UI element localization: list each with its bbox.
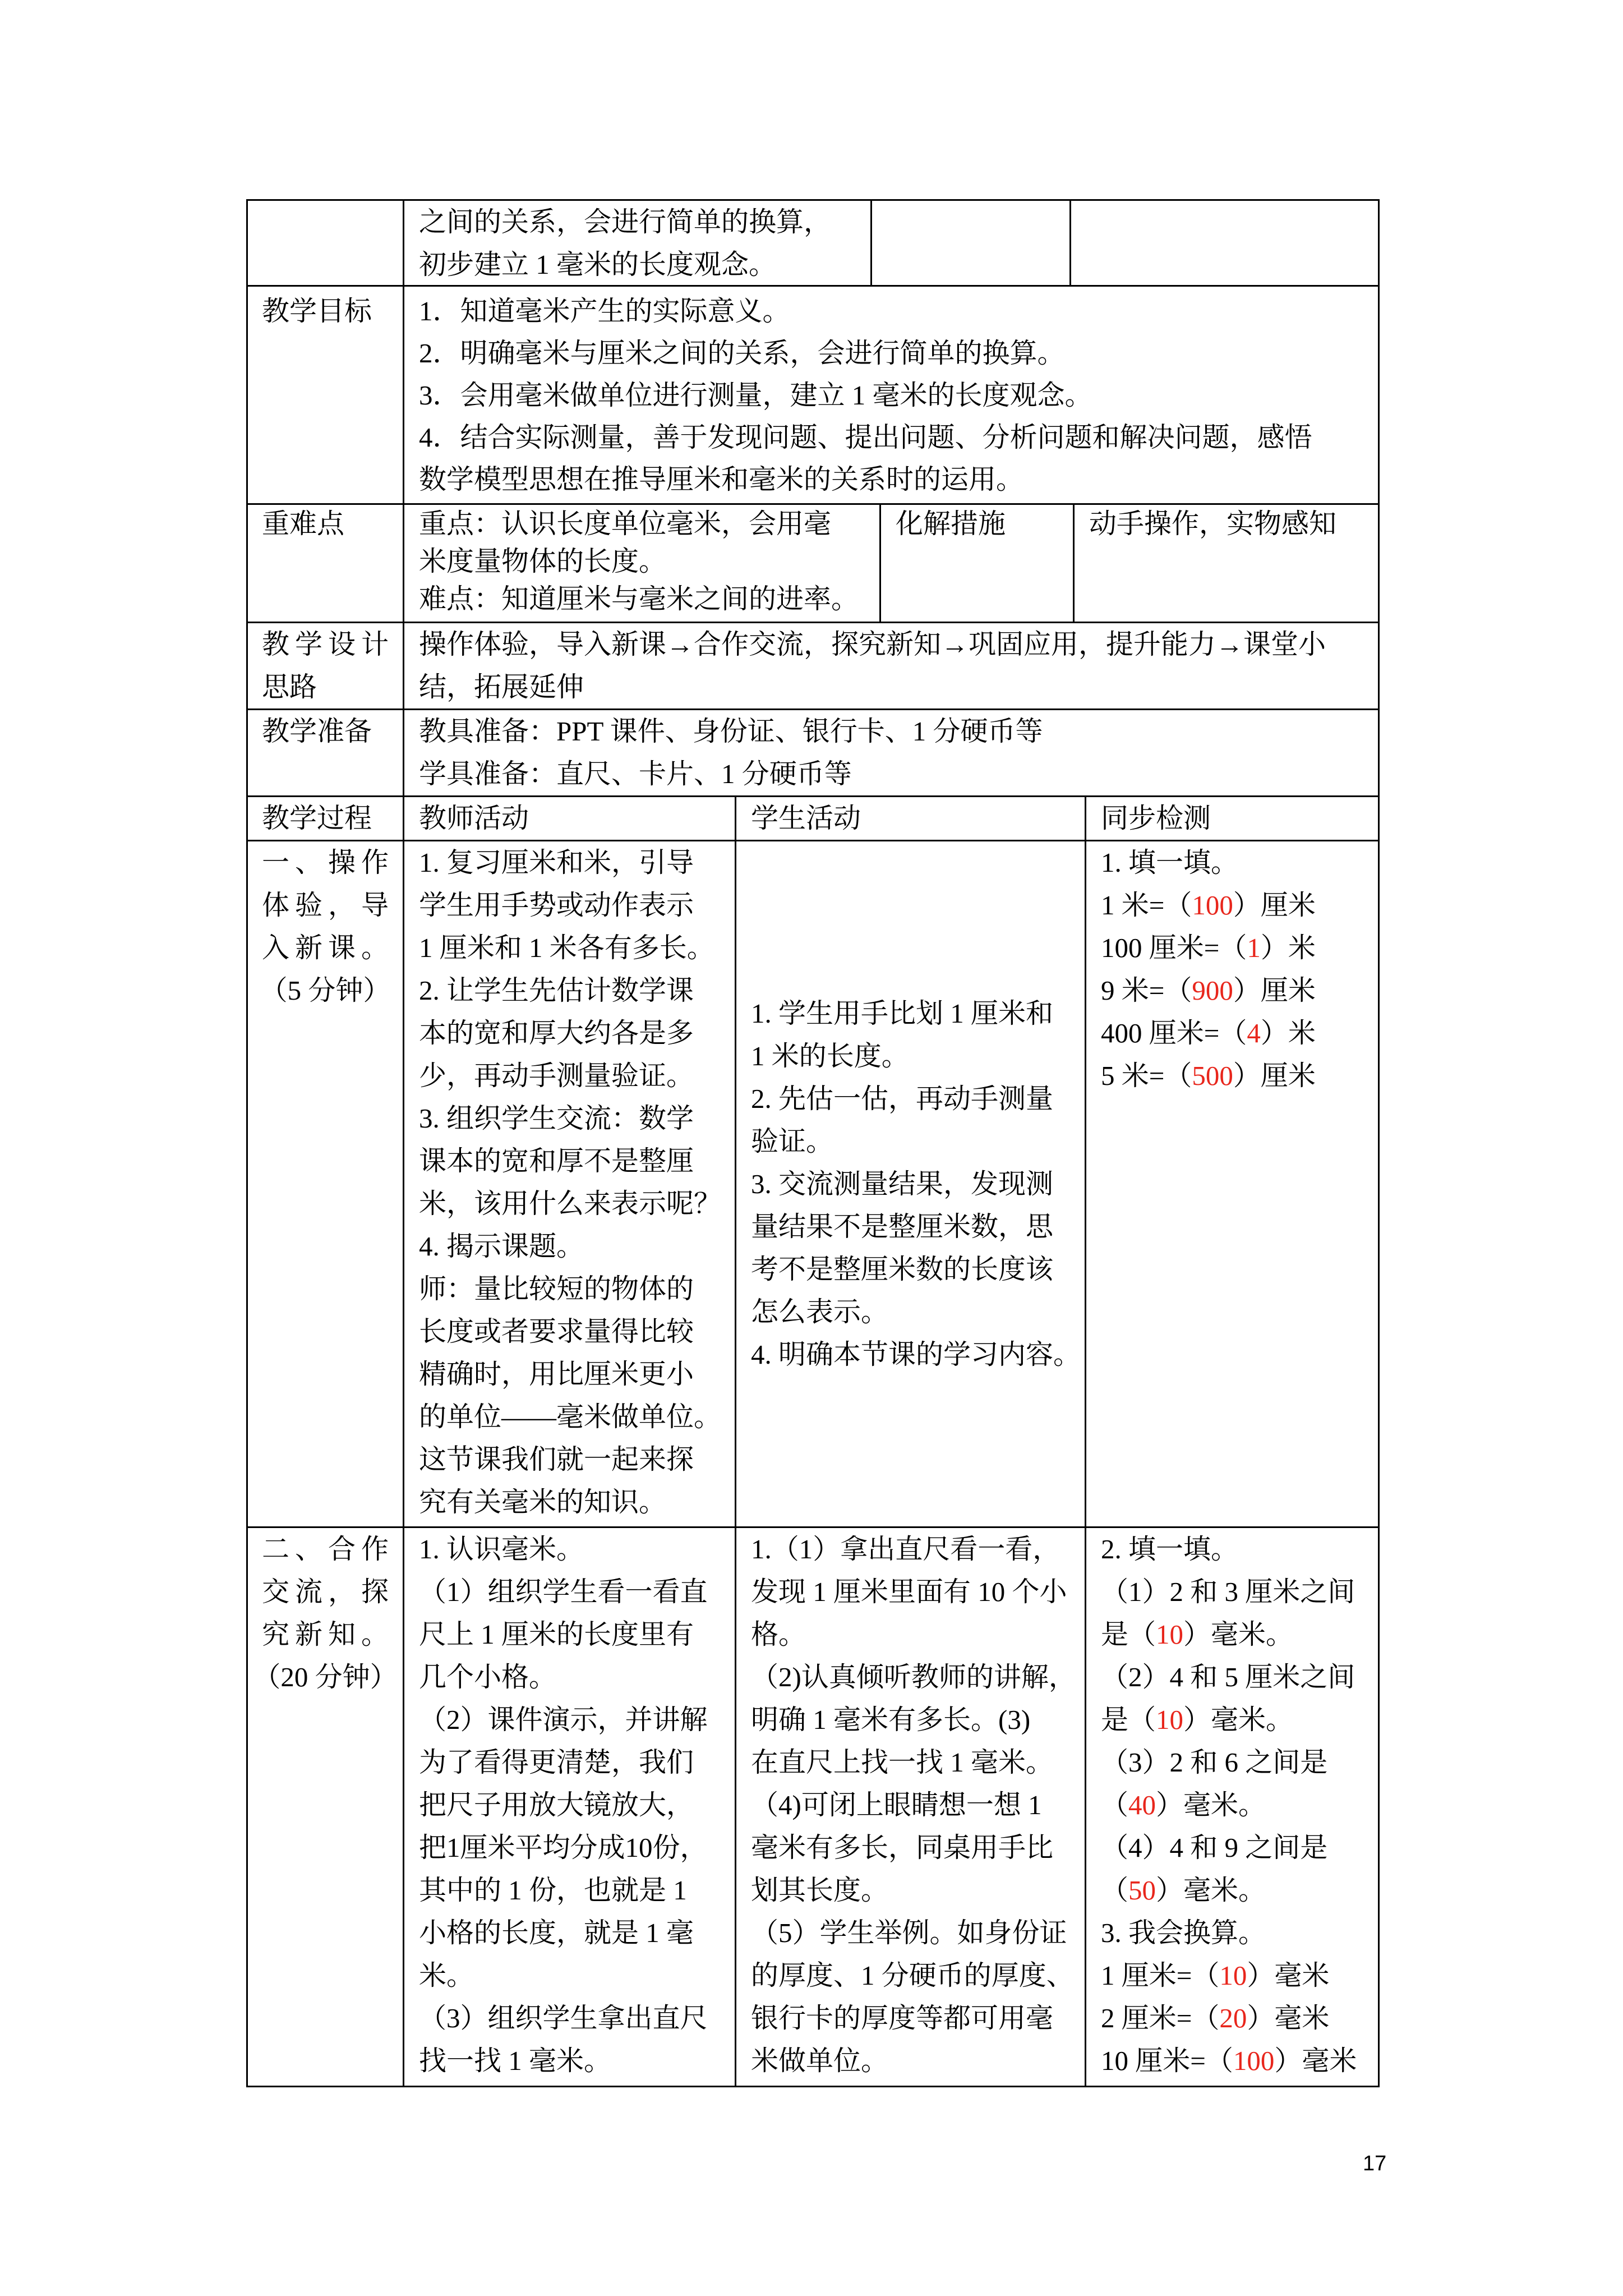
content-line: 初步建立 1 毫米的长度观念。: [419, 249, 777, 280]
section-label-line: 一、操作: [262, 847, 389, 878]
teacher-activity-line: 本的宽和厚大约各是多: [419, 1018, 694, 1048]
student-activity-line: 验证。: [751, 1125, 834, 1157]
student-activity-line: （5）学生举例。如身份证: [751, 1917, 1067, 1948]
objective-line: 1．知道毫米产生的实际意义。: [419, 296, 790, 326]
section-label-line: 交流，探: [262, 1576, 389, 1607]
teacher-activity-line: 精确时，用比厘米更小: [419, 1359, 694, 1389]
question-text: ）毫米: [1247, 2003, 1330, 2033]
objective-line: 3．会用毫米做单位进行测量，建立 1 毫米的长度观念。: [419, 380, 1092, 411]
column-header-check: 同步检测: [1101, 803, 1211, 834]
check-line: [1101, 1784, 1376, 1826]
design-label-cell: [246, 622, 404, 710]
question-text: ）毫米。: [1183, 1704, 1294, 1735]
key-point-line: 难点：知道厘米与毫米之间的进率。: [419, 583, 859, 614]
column-header-process: 教学过程: [262, 803, 372, 834]
answer-text: 500: [1192, 1060, 1233, 1091]
process-header-cell: [246, 795, 404, 841]
question-text: ）毫米。: [1156, 1875, 1266, 1906]
section-label-line: 究新知。: [262, 1619, 389, 1650]
objective-line: 数学模型思想在推导厘米和毫米的关系时的运用。: [419, 464, 1024, 495]
check-line: [1101, 1656, 1376, 1699]
teacher-activity-line: 学生用手势或动作表示: [419, 890, 694, 921]
teacher-activity-line: 把1厘米平均分成10份，: [419, 1832, 708, 1863]
question-text: 10 厘米=（: [1101, 2045, 1233, 2076]
student-activity-line: 4. 明确本节课的学习内容。: [751, 1338, 1081, 1370]
student-activity-line: 1. 学生用手比划 1 厘米和: [751, 997, 1054, 1029]
teacher-activity-line: 师：量比较短的物体的: [419, 1273, 694, 1304]
objectives-label-cell: [246, 285, 404, 505]
measures-label-cell: [879, 503, 1075, 623]
teacher-activity-line: 究有关毫米的知识。: [419, 1487, 667, 1517]
question-text: 5 米=（: [1101, 1060, 1192, 1091]
question-text: （3）2 和 6 之间是: [1101, 1747, 1328, 1778]
question-text: ）毫米: [1247, 1960, 1330, 1991]
student-activity-cell: [735, 840, 1086, 1528]
student-activity-line: 划其长度。: [751, 1875, 889, 1906]
question-text: （2）4 和 5 厘米之间: [1101, 1662, 1355, 1692]
preparation-line: 教具准备：PPT 课件、身份证、银行卡、1 分硬币等: [419, 716, 1043, 747]
teacher-activity-line: 长度或者要求量得比较: [419, 1316, 694, 1347]
question-text: （1）2 和 3 厘米之间: [1101, 1576, 1355, 1607]
student-activity-line: 毫米有多长，同桌用手比: [751, 1832, 1054, 1863]
measures-label: 化解措施: [896, 508, 1006, 539]
question-text: 2 厘米=（: [1101, 2003, 1220, 2033]
continuation-empty-cell: [1069, 199, 1380, 287]
design-line: 结，拓展延伸: [419, 671, 584, 702]
answer-text: 40: [1128, 1789, 1156, 1820]
key-point-line: 重点：认识长度单位毫米，会用毫: [419, 508, 832, 539]
question-text: ）毫米。: [1183, 1619, 1294, 1650]
check-line: [1101, 841, 1376, 884]
question-text: ）米: [1260, 1018, 1316, 1048]
answer-text: 900: [1192, 975, 1233, 1006]
teacher-activity-cell: [403, 1526, 736, 2087]
row-label: 重难点: [262, 508, 345, 539]
answer-text: 20: [1219, 2003, 1247, 2033]
continuation-content-cell: [403, 199, 872, 287]
question-text: 是（: [1101, 1704, 1156, 1735]
teacher-activity-line: 的单位——毫米做单位。: [419, 1401, 722, 1432]
teacher-activity-line: 尺上 1 厘米的长度里有: [419, 1619, 694, 1650]
answer-text: 100: [1192, 890, 1233, 921]
student-activity-line: 的厚度、1 分硬币的厚度、: [751, 1960, 1074, 1991]
preparation-line: 学具准备：直尺、卡片、1 分硬币等: [419, 758, 852, 789]
question-text: （4）4 和 9 之间是: [1101, 1832, 1328, 1863]
continuation-label-cell: [246, 199, 404, 287]
student-activity-line: 考不是整厘米数的长度该: [751, 1253, 1054, 1285]
answer-text: 50: [1128, 1875, 1156, 1906]
teacher-activity-line: 少，再动手测量验证。: [419, 1060, 694, 1091]
teacher-activity-line: 其中的 1 份，也就是 1: [419, 1875, 687, 1906]
row-label-line: 思路: [262, 671, 317, 702]
question-text: 400 厘米=（: [1101, 1018, 1247, 1048]
content-line: 之间的关系，会进行简单的换算，: [419, 206, 832, 237]
teacher-activity-line: 1. 认识毫米。: [419, 1534, 584, 1565]
answer-text: 10: [1156, 1619, 1184, 1650]
question-text: （: [1101, 1789, 1129, 1820]
check-line: [1101, 927, 1376, 969]
key-points-label-cell: [246, 503, 404, 623]
question-text: ）厘米: [1233, 975, 1316, 1006]
answer-text: 100: [1233, 2045, 1275, 2076]
section-label-line: 体验，导: [262, 890, 389, 921]
page-number: 17: [1363, 2152, 1387, 2175]
check-cell: [1085, 1526, 1380, 2087]
question-text: 是（: [1101, 1619, 1156, 1650]
student-activity-cell: [735, 1526, 1086, 2087]
objectives-content-cell: [403, 285, 1380, 505]
student-activity-line: 银行卡的厚度等都可用毫: [751, 2003, 1054, 2033]
check-line: [1101, 1055, 1376, 1097]
teacher-activity-line: 小格的长度，就是 1 毫: [419, 1917, 694, 1948]
teacher-activity-line: 为了看得更清楚，我们: [419, 1747, 694, 1778]
row-label: 教学准备: [262, 716, 372, 747]
question-text: 9 米=（: [1101, 975, 1192, 1006]
check-line: [1101, 884, 1376, 927]
student-activity-line: 3. 交流测量结果，发现测: [751, 1168, 1054, 1199]
student-activity-line: 2. 先估一估，再动手测量: [751, 1083, 1054, 1114]
check-line: [1101, 1997, 1376, 2040]
teacher-activity-cell: [403, 840, 736, 1528]
section-label-line: 入新课。: [262, 932, 389, 963]
question-text: ）毫米。: [1156, 1789, 1266, 1820]
question-text: 2. 填一填。: [1101, 1534, 1239, 1565]
student-header-cell: [735, 795, 1086, 841]
teacher-activity-line: 把尺子用放大镜放大，: [419, 1789, 694, 1820]
question-text: ）厘米: [1233, 1060, 1316, 1091]
section-label-cell: [246, 1526, 404, 2087]
key-point-line: 米度量物体的长度。: [419, 546, 667, 577]
student-activity-line: 1 米的长度。: [751, 1040, 909, 1071]
student-activity-line: 量结果不是整厘米数，思: [751, 1211, 1054, 1242]
objective-line: 2．明确毫米与厘米之间的关系，会进行简单的换算。: [419, 338, 1065, 369]
check-line: [1101, 1699, 1376, 1741]
answer-text: 10: [1156, 1704, 1184, 1735]
answer-text: 4: [1247, 1018, 1261, 1048]
measures-text: 动手操作，实物感知: [1089, 508, 1337, 539]
question-text: ）厘米: [1233, 890, 1316, 921]
teacher-activity-line: （3）组织学生拿出直尺: [419, 2003, 708, 2033]
check-line: [1101, 1571, 1376, 1613]
row-label: 教学目标: [262, 296, 372, 326]
student-activity-line: 怎么表示。: [751, 1296, 889, 1327]
question-text: 3. 我会换算。: [1101, 1917, 1266, 1948]
check-line: [1101, 1912, 1376, 1954]
check-line: [1101, 1528, 1376, 1571]
row-label-line: 教学设计: [262, 629, 389, 660]
check-line: [1101, 1012, 1376, 1055]
teacher-activity-line: 4. 揭示课题。: [419, 1231, 584, 1262]
check-line: [1101, 1869, 1376, 1912]
check-line: [1101, 1741, 1376, 1784]
question-text: （: [1101, 1875, 1129, 1906]
continuation-empty-cell: [870, 199, 1071, 287]
column-header-student: 学生活动: [751, 803, 861, 834]
design-content-cell: [403, 622, 1380, 710]
check-header-cell: [1085, 795, 1380, 841]
teacher-activity-line: （2）课件演示，并讲解: [419, 1704, 708, 1735]
check-line: [1101, 1826, 1376, 1869]
question-text: ）毫米: [1274, 2045, 1357, 2076]
column-header-teacher: 教师活动: [419, 803, 529, 834]
teacher-activity-line: 米，该用什么来表示呢？: [419, 1188, 722, 1219]
teacher-activity-line: 3. 组织学生交流：数学: [419, 1103, 694, 1134]
check-cell: [1085, 840, 1380, 1528]
student-activity-line: 明确 1 毫米有多长。(3): [751, 1704, 1031, 1735]
teacher-activity-line: 这节课我们就一起来探: [419, 1444, 694, 1475]
check-line: [1101, 1613, 1376, 1656]
student-activity-line: 在直尺上找一找 1 毫米。: [751, 1747, 1054, 1778]
key-points-content-cell: [403, 503, 881, 623]
student-activity-line: 米做单位。: [751, 2045, 889, 2076]
section-label-line: （20 分钟）: [253, 1662, 398, 1692]
student-activity-line: 格。: [751, 1619, 806, 1650]
teacher-activity-line: 1. 复习厘米和米，引导: [419, 847, 694, 878]
question-text: 1. 填一填。: [1101, 847, 1239, 878]
teacher-activity-line: 米。: [419, 1960, 474, 1991]
section-label-cell: [246, 840, 404, 1528]
preparation-label-cell: [246, 708, 404, 797]
teacher-activity-line: 2. 让学生先估计数学课: [419, 975, 694, 1006]
measures-content-cell: [1073, 503, 1380, 623]
teacher-activity-line: （1）组织学生看一看直: [419, 1576, 708, 1607]
answer-text: 10: [1219, 1960, 1247, 1991]
teacher-activity-line: 几个小格。: [419, 1662, 557, 1692]
teacher-activity-line: 找一找 1 毫米。: [419, 2045, 612, 2076]
question-text: ）米: [1260, 932, 1316, 963]
student-activity-line: （4)可闭上眼睛想一想 1: [751, 1789, 1042, 1820]
student-activity-line: （2)认真倾听教师的讲解，: [751, 1662, 1076, 1692]
question-text: 1 米=（: [1101, 890, 1192, 921]
answer-text: 1: [1247, 932, 1261, 963]
section-label-line: 二、合作: [262, 1534, 389, 1565]
teacher-header-cell: [403, 795, 736, 841]
objective-line: 4．结合实际测量，善于发现问题、提出问题、分析问题和解决问题，感悟: [419, 422, 1312, 453]
question-text: 100 厘米=（: [1101, 932, 1247, 963]
section-label-line: （5 分钟）: [260, 975, 391, 1006]
preparation-content-cell: [403, 708, 1380, 797]
check-line: [1101, 1954, 1376, 1997]
design-line: 操作体验，导入新课→合作交流，探究新知→巩固应用，提升能力→课堂小: [419, 629, 1326, 660]
check-line: [1101, 969, 1376, 1012]
teacher-activity-line: 1 厘米和 1 米各有多长。: [419, 932, 714, 963]
question-text: 1 厘米=（: [1101, 1960, 1220, 1991]
student-activity-line: 发现 1 厘米里面有 10 个小: [751, 1576, 1067, 1607]
check-line: [1101, 2040, 1376, 2082]
student-activity-line: 1.（1）拿出直尺看一看，: [751, 1534, 1061, 1565]
teacher-activity-line: 课本的宽和厚不是整厘: [419, 1145, 694, 1176]
